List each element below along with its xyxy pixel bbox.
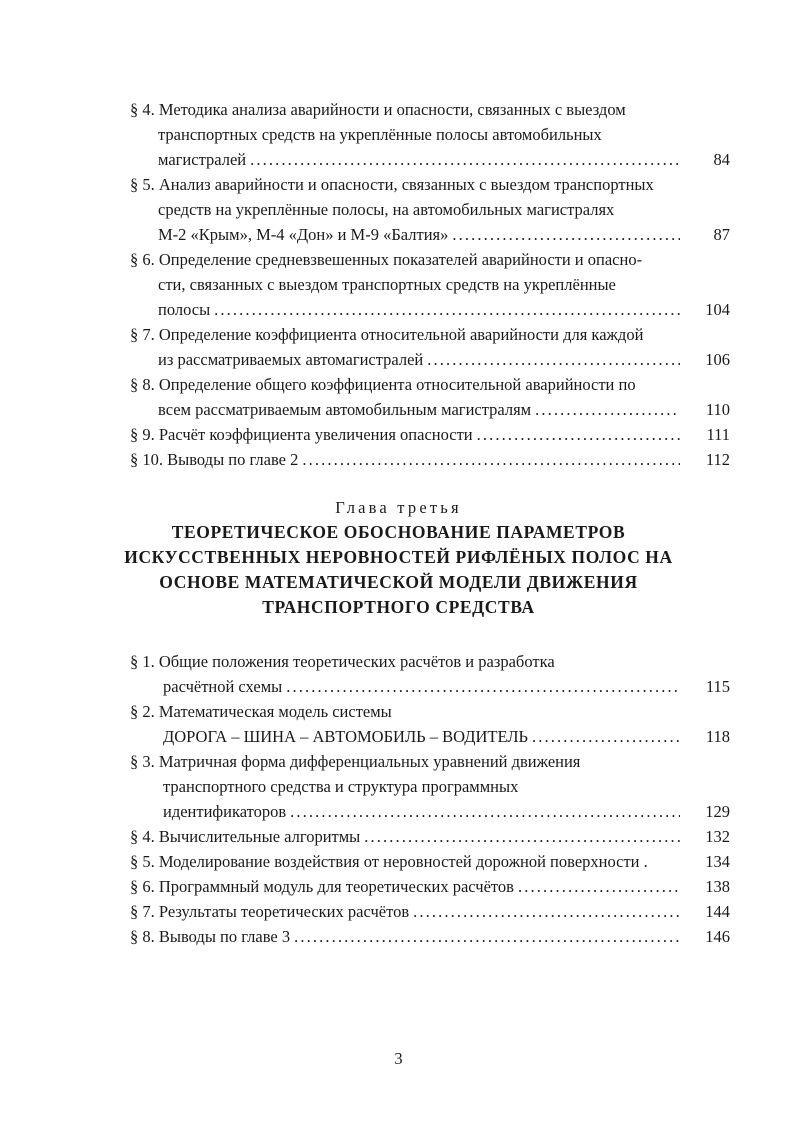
toc-page-number: 87 <box>713 225 730 244</box>
toc-entry-text: всем рассматриваемым автомобильным магистралям <box>158 400 532 419</box>
toc-entry-line <box>130 749 730 774</box>
toc-entry <box>130 824 730 849</box>
toc-entry-text: § 3. Матричная форма дифференциальных уравнений движения <box>130 752 581 771</box>
chapter-title-line: ОСНОВЕ МАТЕМАТИЧЕСКОЙ МОДЕЛИ ДВИЖЕНИЯ <box>159 572 638 592</box>
toc-page-number: 132 <box>705 827 730 846</box>
toc-list-chapter-2 <box>130 97 730 472</box>
dot-leader <box>423 347 680 372</box>
toc-entry-text: из рассматриваемых автомагистралей <box>158 350 424 369</box>
toc-page-number: 112 <box>705 450 730 469</box>
toc-entry-text: § 8. Определение общего коэффициента относительной аварийности по <box>130 375 636 394</box>
chapter-label: Глава третья <box>335 498 462 517</box>
toc-entry <box>130 749 730 824</box>
dot-leader <box>514 874 680 899</box>
dot-leader <box>298 447 680 472</box>
toc-page-number: 118 <box>705 727 730 746</box>
toc-entry-text: § 5. Моделирование воздействия от неровностей дорожной поверхности . <box>130 852 648 871</box>
toc-entry <box>130 247 730 322</box>
toc-entry-line <box>130 774 730 799</box>
toc-entry <box>130 422 730 447</box>
toc-entry-line <box>130 924 730 949</box>
toc-entry <box>130 874 730 899</box>
toc-page-number: 104 <box>705 300 730 319</box>
toc-entry <box>130 172 730 247</box>
chapter-title-line: ИСКУССТВЕННЫХ НЕРОВНОСТЕЙ РИФЛЁНЫХ ПОЛОС НА <box>124 547 673 567</box>
toc-entry-line <box>130 799 730 824</box>
toc-entry-line <box>130 849 730 874</box>
toc-page-number: 111 <box>706 425 730 444</box>
toc-entry-text: транспортного средства и структура программных <box>163 777 519 796</box>
toc-entry-text: средств на укреплённые полосы, на автомобильных магистралях <box>158 200 615 219</box>
toc-entry-text: § 5. Анализ аварийности и опасности, связанных с выездом транспортных <box>130 175 654 194</box>
toc-entry-text: § 8. Выводы по главе 3 <box>130 927 291 946</box>
dot-leader <box>246 147 680 172</box>
toc-entry-line <box>130 272 730 297</box>
toc-page-number: 134 <box>705 852 730 871</box>
toc-entry <box>130 699 730 749</box>
toc-entry <box>130 97 730 172</box>
toc-entry-line <box>130 674 730 699</box>
toc-entry-line <box>130 397 730 422</box>
toc-entry-text: § 7. Результаты теоретических расчётов <box>130 902 410 921</box>
toc-entry-line <box>130 899 730 924</box>
dot-leader <box>409 899 680 924</box>
toc-page-number: 106 <box>705 350 730 369</box>
chapter-title-line: ТЕОРЕТИЧЕСКОЕ ОБОСНОВАНИЕ ПАРАМЕТРОВ <box>171 522 626 542</box>
toc-entry-line <box>130 247 730 272</box>
toc-entry <box>130 924 730 949</box>
toc-entry <box>130 849 730 874</box>
toc-page-number: 129 <box>705 802 730 821</box>
dot-leader <box>286 799 680 824</box>
toc-entry-line <box>130 724 730 749</box>
toc-entry-text: § 9. Расчёт коэффициента увеличения опасности <box>130 425 473 444</box>
toc-entry-line <box>130 222 730 247</box>
dot-leader <box>360 824 680 849</box>
toc-page-number: 84 <box>713 150 730 169</box>
toc-entry <box>130 649 730 699</box>
toc-entry-text: М-2 «Крым», М-4 «Дон» и М-9 «Балтия» <box>158 225 449 244</box>
toc-entry-text: магистралей <box>158 150 247 169</box>
toc-page-number: 144 <box>705 902 730 921</box>
toc-page-number: 138 <box>705 877 730 896</box>
dot-leader <box>448 222 680 247</box>
toc-entry-line <box>130 874 730 899</box>
dot-leader <box>473 422 680 447</box>
toc-entry-text: ДОРОГА – ШИНА – АВТОМОБИЛЬ – ВОДИТЕЛЬ <box>163 727 529 746</box>
chapter-heading <box>0 496 797 620</box>
dot-leader <box>528 724 680 749</box>
toc-entry-line <box>130 322 730 347</box>
toc-entry-line <box>130 824 730 849</box>
toc-entry-line <box>130 422 730 447</box>
toc-entry-text: § 2. Математическая модель системы <box>130 702 392 721</box>
toc-entry-line <box>130 447 730 472</box>
toc-entry-line <box>130 297 730 322</box>
toc-entry-line <box>130 172 730 197</box>
toc-entry-text: § 1. Общие положения теоретических расчётов и разработка <box>130 652 555 671</box>
toc-entry-line <box>130 347 730 372</box>
toc-page-number: 110 <box>705 400 730 419</box>
toc-entry-line <box>130 97 730 122</box>
toc-entry-text: § 6. Программный модуль для теоретических расчётов <box>130 877 514 896</box>
toc-entry-text: § 4. Вычислительные алгоритмы <box>130 827 361 846</box>
toc-entry-text: идентификаторов <box>163 802 287 821</box>
toc-list-chapter-3 <box>130 649 730 949</box>
page-number: 3 <box>394 1049 403 1068</box>
chapter-title <box>89 520 709 620</box>
toc-page-number: 115 <box>705 677 730 696</box>
toc-entry <box>130 447 730 472</box>
toc-entry-text: § 10. Выводы по главе 2 <box>130 450 299 469</box>
dot-leader <box>210 297 680 322</box>
chapter-title-line: ТРАНСПОРТНОГО СРЕДСТВА <box>262 597 535 617</box>
toc-entry-text: § 7. Определение коэффициента относительной аварийности для каждой <box>130 325 644 344</box>
toc-page-number: 146 <box>705 927 730 946</box>
toc-entry-text: транспортных средств на укреплённые полосы автомобильных <box>158 125 602 144</box>
dot-leader <box>290 924 680 949</box>
toc-entry-text: § 4. Методика анализа аварийности и опасности, связанных с выездом <box>130 100 626 119</box>
toc-entry <box>130 899 730 924</box>
toc-entry-text: полосы <box>158 300 211 319</box>
toc-entry-line <box>130 122 730 147</box>
toc-entry-text: § 6. Определение средневзвешенных показателей аварийности и опасно- <box>130 250 643 269</box>
toc-entry-line <box>130 372 730 397</box>
toc-entry-line <box>130 147 730 172</box>
dot-leader <box>531 397 680 422</box>
toc-entry <box>130 322 730 372</box>
toc-entry-line <box>130 699 730 724</box>
toc-entry-text: расчётной схемы <box>163 677 283 696</box>
toc-entry <box>130 372 730 422</box>
toc-entry-line <box>130 197 730 222</box>
toc-entry-line <box>130 649 730 674</box>
dot-leader <box>282 674 680 699</box>
toc-entry-text: сти, связанных с выездом транспортных средств на укреплённые <box>158 275 616 294</box>
